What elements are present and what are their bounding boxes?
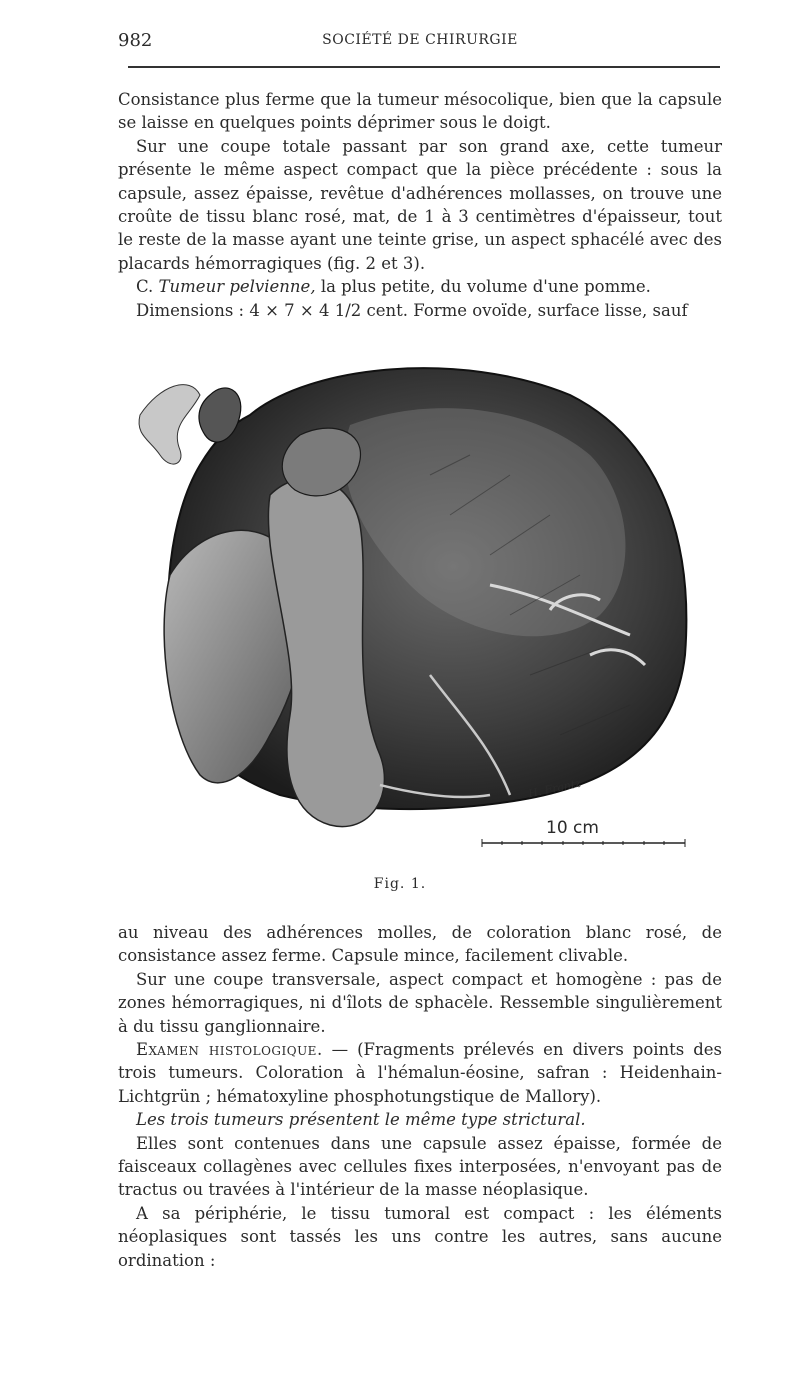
paragraph: A sa périphérie, le tissu tumoral est compact : les éléments néoplasiques sont tassés les uns contre les autres, sans aucune ordination : — [118, 1203, 722, 1270]
page-header — [118, 30, 722, 54]
italic-statement: Les trois tumeurs présentent le même type strictural. — [136, 1110, 586, 1130]
paragraph: Sur une coupe totale passant par son grand axe, cette tumeur présente le même aspect compact que la pièce précédente : sous la capsule, assez épaisse, revêtue d'adhérences mollasses, on trouve une croûte de tissu blanc rosé, mat, de 1 à 3 centimètres d'épaisseur, tout le reste de la masse ayant une teinte grise, un aspect sphacélé avec des placards hémorragiques (fig. 2 et 3). — [118, 136, 722, 273]
paragraph: Sur une coupe transversale, aspect compact et homogène : pas de zones hémorragiques, ni d'îlots de sphacèle. Ressemble singulièrement à du tissu ganglionnaire. — [118, 969, 722, 1036]
artist-signature: H. Frantz — [527, 776, 583, 801]
paragraph: Elles sont contenues dans une capsule assez épaisse, formée de faisceaux collagènes avec cellules fixes interposées, n'envoyant pas de tractus ou travées à l'intérieur de la masse néoplasique. — [118, 1133, 722, 1200]
page-number: 982 — [118, 30, 153, 51]
text-block-bottom — [118, 921, 722, 1272]
paragraph-text: — (Fragments prélevés en divers points des trois tumeurs. Coloration à l'hémalun-éosine, safran : Heidenhain-Lichtgrün ; hématoxyline phosphotungstique de Mallory). — [118, 1040, 723, 1106]
paragraph-rest: la plus petite, du volume d'une pomme. — [315, 277, 651, 297]
running-title: SOCIÉTÉ DE CHIRURGIE — [322, 32, 518, 48]
paragraph-dimensions: Dimensions : 4 × 7 × 4 1/2 cent. Forme ovoïde, surface lisse, sauf — [136, 300, 688, 320]
figure-caption: Fig. 1. — [373, 876, 427, 892]
section-label: Examen histologique. — [136, 1040, 323, 1060]
paragraph: Consistance plus ferme que la tumeur mésocolique, bien que la capsule se laisse en quelques points déprimer sous le doigt. — [118, 90, 722, 133]
scale-label: 10 cm — [546, 818, 599, 838]
vessel-fringe — [139, 385, 200, 464]
paragraph-examen — [118, 1038, 722, 1108]
paragraph-italic — [118, 1108, 722, 1131]
figure-illustration — [130, 355, 700, 850]
paragraph: au niveau des adhérences molles, de coloration blanc rosé, de consistance assez ferme. Capsule mince, facilement clivable. — [118, 923, 722, 966]
italic-term: Tumeur pelvienne, — [158, 277, 316, 297]
tumor-illustration — [130, 355, 700, 850]
header-rule — [128, 66, 720, 68]
paragraph-lead: C. — [136, 277, 159, 297]
paragraph-tumeur-pelvienne — [118, 275, 722, 298]
text-block-top — [118, 88, 722, 322]
